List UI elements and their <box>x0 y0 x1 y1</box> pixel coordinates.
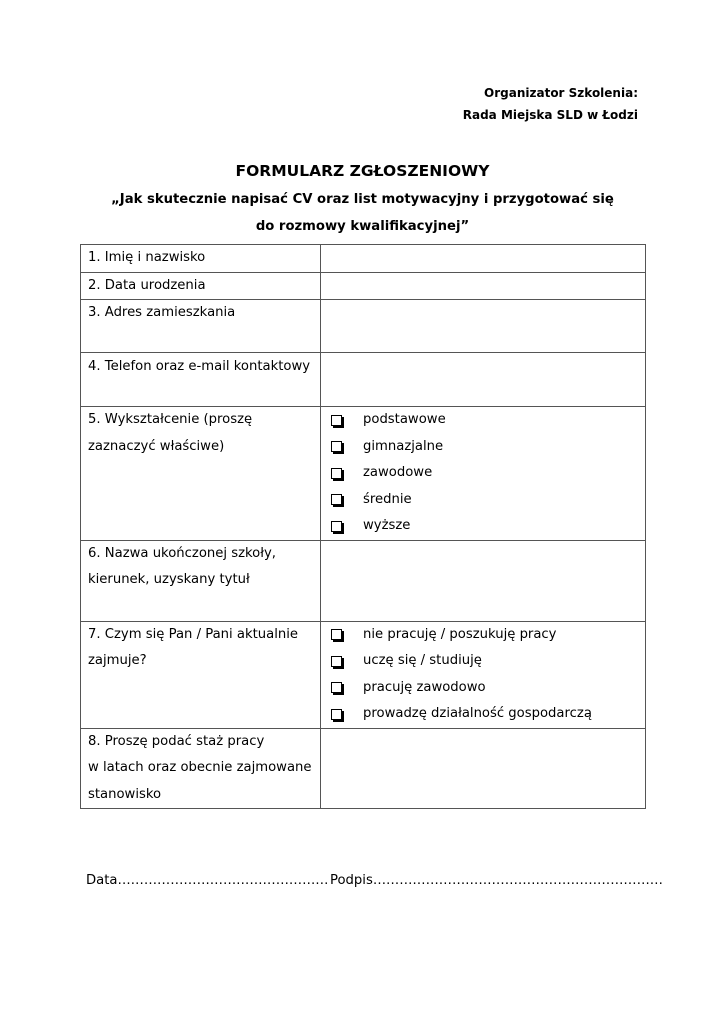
education-options <box>321 407 646 541</box>
occupation-option-business[interactable] <box>328 701 645 728</box>
table-row <box>81 621 646 728</box>
option-label: średnie <box>363 491 412 507</box>
label-line: 4. Telefon oraz e-mail kontaktowy <box>88 359 311 374</box>
organizer-name: Rada Miejska SLD w Łodzi <box>462 108 638 122</box>
contact-field[interactable] <box>321 353 646 407</box>
table-row <box>81 245 646 273</box>
occupation-option-unemployed[interactable] <box>328 622 645 649</box>
signature-line: Podpis………………………………………………………… <box>330 873 663 888</box>
option-label: podstawowe <box>363 412 446 427</box>
row-label-education <box>81 407 321 541</box>
label-line: 2. Data urodzenia <box>88 277 206 293</box>
label-line: zaznaczyć właściwe) <box>88 438 225 454</box>
row-label-school <box>81 540 321 621</box>
form-subtitle-line1: „Jak skutecznie napisać CV oraz list motywacyjny i przygotować się <box>111 192 614 207</box>
label-line: 5. Wykształcenie (proszę <box>88 412 253 427</box>
label-line: 1. Imię i nazwisko <box>88 250 206 265</box>
application-form-table <box>80 244 646 809</box>
occupation-option-student[interactable] <box>328 648 645 675</box>
education-option-zawodowe[interactable] <box>328 460 645 487</box>
table-row <box>81 407 646 541</box>
option-label: wyższe <box>363 518 411 533</box>
label-line: zajmuje? <box>88 653 147 668</box>
option-label: prowadzę działalność gospodarczą <box>363 706 592 721</box>
education-option-podstawowe[interactable] <box>328 407 645 434</box>
table-row <box>81 300 646 353</box>
row-label-occupation <box>81 621 321 728</box>
occupation-option-employed[interactable] <box>328 675 645 702</box>
row-label-contact <box>81 353 321 407</box>
checkbox-icon[interactable] <box>331 521 342 532</box>
form-subtitle-line2: do rozmowy kwalifikacyjnej” <box>255 219 470 234</box>
checkbox-icon[interactable] <box>331 415 342 426</box>
checkbox-icon[interactable] <box>331 656 342 667</box>
row-label-experience <box>81 728 321 809</box>
label-line: kierunek, uzyskany tytuł <box>88 572 250 587</box>
birthdate-field[interactable] <box>321 272 646 300</box>
label-line: 8. Proszę podać staż pracy <box>88 733 265 749</box>
organizer-label: Organizator Szkolenia: <box>484 86 638 100</box>
row-label-address <box>81 300 321 353</box>
experience-field[interactable] <box>321 728 646 809</box>
option-label: pracuję zawodowo <box>363 679 486 695</box>
label-line: w latach oraz obecnie zajmowane <box>88 760 312 775</box>
education-option-wyzsze[interactable] <box>328 513 645 540</box>
checkbox-icon[interactable] <box>331 468 342 479</box>
label-line: 6. Nazwa ukończonej szkoły, <box>88 545 276 561</box>
row-label-name <box>81 245 321 273</box>
school-field[interactable] <box>321 540 646 621</box>
name-field[interactable] <box>321 245 646 273</box>
address-field[interactable] <box>321 300 646 353</box>
option-label: gimnazjalne <box>363 438 444 454</box>
option-label: uczę się / studiuję <box>363 653 482 668</box>
checkbox-icon[interactable] <box>331 629 342 640</box>
checkbox-icon[interactable] <box>331 709 342 720</box>
table-row <box>81 728 646 809</box>
table-row <box>81 353 646 407</box>
option-label: zawodowe <box>363 465 433 480</box>
table-row <box>81 272 646 300</box>
form-title: FORMULARZ ZGŁOSZENIOWY <box>235 162 490 180</box>
label-line: 3. Adres zamieszkania <box>88 305 236 320</box>
date-signature-line: Data………………………………………… <box>86 873 329 888</box>
education-option-srednie[interactable] <box>328 487 645 514</box>
occupation-options <box>321 621 646 728</box>
checkbox-icon[interactable] <box>331 494 342 505</box>
row-label-birthdate <box>81 272 321 300</box>
checkbox-icon[interactable] <box>331 682 342 693</box>
checkbox-icon[interactable] <box>331 441 342 452</box>
table-row <box>81 540 646 621</box>
education-option-gimnazjalne[interactable] <box>328 434 645 461</box>
label-line: 7. Czym się Pan / Pani aktualnie <box>88 626 298 642</box>
label-line: stanowisko <box>88 786 162 802</box>
option-label: nie pracuję / poszukuję pracy <box>363 626 557 642</box>
